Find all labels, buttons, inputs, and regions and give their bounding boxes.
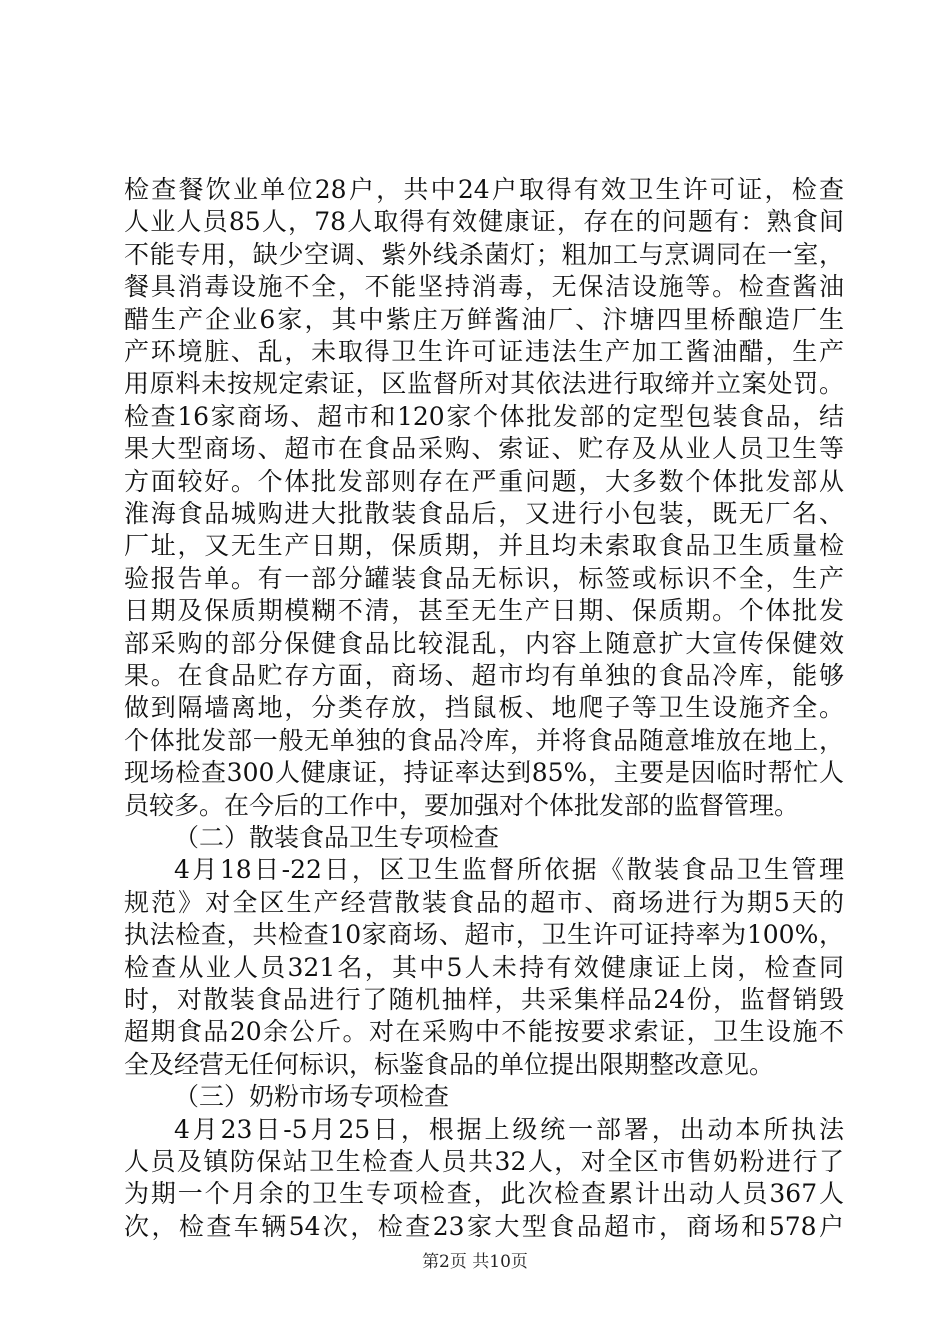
text-line: 用原料未按规定索证，区监督所对其依法进行取缔并立案处罚。 <box>124 369 844 399</box>
text-line: 日期及保质期模糊不清，甚至无生产日期、保质期。个体批发 <box>124 596 844 626</box>
text-line: 验报告单。有一部分罐装食品无标识，标签或标识不全，生产 <box>124 563 844 593</box>
text-line: 执法检查，共检查10家商场、超市，卫生许可证持率为100%， <box>124 920 844 950</box>
section-heading: （三）奶粉市场专项检查 <box>174 1082 450 1112</box>
text-line: 4月18日-22日，区卫生监督所依据《散装食品卫生管理 <box>174 855 844 885</box>
text-line: 4月23日-5月25日，根据上级统一部署，出动本所执法 <box>174 1114 844 1144</box>
text-line: 检查从业人员321名，其中5人未持有效健康证上岗，检查同 <box>124 952 844 982</box>
text-line: 规范》对全区生产经营散装食品的超市、商场进行为期5天的 <box>124 887 844 917</box>
text-line: 部采购的部分保健食品比较混乱，内容上随意扩大宣传保健效 <box>124 628 844 658</box>
text-line: 人员及镇防保站卫生检查人员共32人，对全区市售奶粉进行了 <box>124 1147 844 1176</box>
text-line: 人业人员85人，78人取得有效健康证，存在的问题有：熟食间 <box>124 207 844 237</box>
text-line: 做到隔墙离地，分类存放，挡鼠板、地爬子等卫生设施齐全。 <box>124 693 844 723</box>
text-line: 厂址，又无生产日期，保质期，并且均未索取食品卫生质量检 <box>124 531 844 561</box>
text-line: 为期一个月余的卫生专项检查，此次检查累计出动人员367人 <box>124 1179 844 1209</box>
text-line: 超期食品20余公斤。对在采购中不能按要求索证，卫生设施不 <box>124 1017 844 1047</box>
text-line: 果大型商场、超市在食品采购、索证、贮存及从业人员卫生等 <box>124 434 844 464</box>
text-line: 检查餐饮业单位28户，共中24户取得有效卫生许可证，检查 <box>124 175 844 204</box>
text-line: 次，检查车辆54次，检查23家大型食品超市，商场和578户 <box>124 1211 844 1241</box>
text-line: 员较多。在今后的工作中，要加强对个体批发部的监督管理。 <box>124 790 800 820</box>
text-line: 醋生产企业6家，其中紫庄万鲜酱油厂、汴塘四里桥酿造厂生 <box>124 304 844 334</box>
text-line: 检查16家商场、超市和120家个体批发部的定型包装食品，结 <box>124 401 844 431</box>
text-line: 全及经营无任何标识，标鉴食品的单位提出限期整改意见。 <box>124 1049 775 1079</box>
text-line: 现场检查300人健康证，持证率达到85%，主要是因临时帮忙人 <box>124 758 844 788</box>
text-line: 不能专用，缺少空调、紫外线杀菌灯；粗加工与烹调同在一室， <box>124 239 844 269</box>
text-line: 方面较好。个体批发部则存在严重问题，大多数个体批发部从 <box>124 466 844 496</box>
section-heading: （二）散装食品卫生专项检查 <box>174 823 500 852</box>
text-line: 产环境脏、乱，未取得卫生许可证违法生产加工酱油醋，生产 <box>124 337 844 366</box>
text-line: 淮海食品城购进大批散装食品后，又进行小包装，既无厂名、 <box>124 499 844 528</box>
text-line: 果。在食品贮存方面，商场、超市均有单独的食品冷库，能够 <box>124 661 844 690</box>
text-line: 个体批发部一般无单独的食品冷库，并将食品随意堆放在地上， <box>124 725 844 755</box>
text-line: 时，对散装食品进行了随机抽样，共采集样品24份，监督销毁 <box>124 985 844 1014</box>
text-line: 餐具消毒设施不全，不能坚持消毒，无保洁设施等。检查酱油 <box>124 272 844 302</box>
page-footer: 第2页 共10页 <box>422 1252 528 1273</box>
